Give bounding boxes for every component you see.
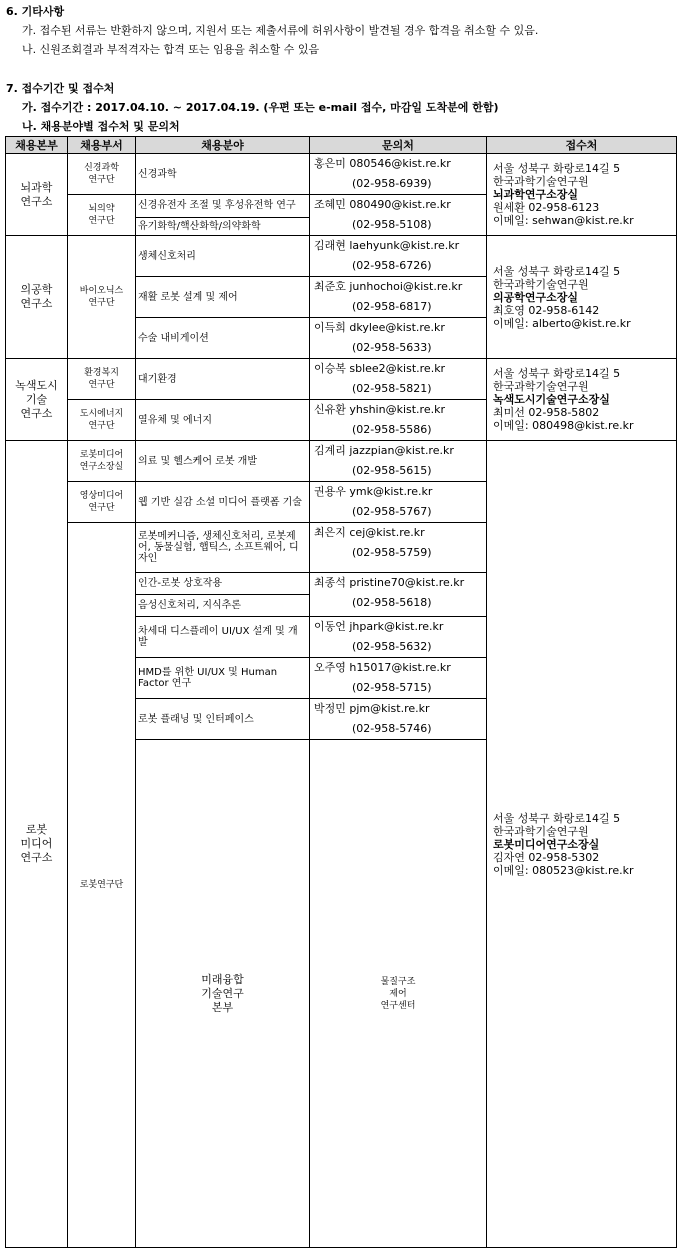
division-cell: 바이오닉스 연구단 — [68, 236, 136, 359]
contact-phone: (02-958-5632) — [352, 640, 432, 653]
receiver-org: 한국과학기술연구원 — [493, 175, 589, 188]
receiver-cell — [487, 441, 677, 1248]
receiver-person: 최호영 02-958-6142 — [493, 303, 600, 317]
receiver-org: 한국과학기술연구원 — [493, 824, 589, 838]
field-cell: 웹 기반 실감 소셜 미디어 플랫폼 기술 — [136, 482, 310, 523]
contact-cell — [310, 573, 487, 617]
field-cell: 유기화학/핵산화학/의약화학 — [136, 217, 310, 235]
contact-cell — [310, 617, 487, 658]
division-cell: 물질구조 제어 연구센터 — [310, 740, 487, 1248]
contact-phone: (02-958-5633) — [352, 341, 432, 354]
contact-cell — [310, 441, 487, 482]
contact-line: 이승복 sblee2@kist.re.kr — [314, 362, 446, 375]
table-row — [6, 441, 677, 482]
field-cell: 생체신호처리 — [136, 236, 310, 277]
division-cell: 환경복지 연구단 — [68, 359, 136, 400]
field-cell: 재활 로봇 설계 및 제어 — [136, 277, 310, 318]
contact-cell — [310, 154, 487, 195]
receiver-address: 서울 성북구 화랑로14길 5 — [493, 367, 621, 380]
division-cell: 신경과학 연구단 — [68, 154, 136, 195]
field-cell: 로봇 플래닝 및 인터페이스 — [136, 699, 310, 740]
contact-line: 오주영 h15017@kist.re.kr — [314, 661, 451, 674]
contact-line: 이동언 jhpark@kist.re.kr — [314, 620, 444, 633]
contact-line: 이득희 dkylee@kist.re.kr — [314, 321, 445, 334]
header-division: 채용부서 — [68, 137, 136, 154]
contact-line: 최준호 junhochoi@kist.re.kr — [314, 280, 463, 293]
field-cell: 차세대 디스플레이 UI/UX 설계 및 개발 — [136, 617, 310, 658]
division-cell: 도시에너지 연구단 — [68, 400, 136, 441]
receiver-address: 서울 성북구 화랑로14길 5 — [493, 264, 621, 278]
contact-phone: (02-958-5759) — [352, 546, 432, 559]
field-cell: 로봇메커니즘, 생체신호처리, 로봇제어, 동물실험, 햅틱스, 소프트웨어, 디자인 — [136, 523, 310, 573]
receiver-person: 김자연 02-958-5302 — [493, 850, 600, 864]
contact-phone: (02-958-5715) — [352, 681, 432, 694]
contact-phone: (02-958-5746) — [352, 722, 432, 735]
receiver-email: 이메일: 080498@kist.re.kr — [493, 419, 634, 432]
contact-cell — [310, 699, 487, 740]
field-cell: 음성신호처리, 지식추론 — [136, 595, 310, 617]
contact-phone: (02-958-6939) — [352, 177, 432, 190]
receiver-person: 원세환 02-958-6123 — [493, 201, 600, 214]
contact-phone: (02-958-5615) — [352, 464, 432, 477]
contact-cell — [310, 400, 487, 441]
contact-line: 신유환 yhshin@kist.re.kr — [314, 403, 445, 416]
contact-phone: (02-958-5108) — [352, 218, 432, 231]
field-cell: 신경과학 — [136, 154, 310, 195]
field-cell: 신경유전자 조절 및 후성유전학 연구 — [136, 195, 310, 218]
hq-cell: 의공학 연구소 — [6, 236, 68, 359]
receiver-cell — [487, 154, 677, 236]
table-row — [6, 236, 677, 277]
receiver-email: 이메일: sehwan@kist.re.kr — [493, 214, 634, 227]
receiver-address: 서울 성북구 화랑로14길 5 — [493, 811, 621, 825]
table-row — [6, 359, 677, 400]
contact-cell — [310, 318, 487, 359]
contact-cell — [310, 482, 487, 523]
contact-phone: (02-958-6726) — [352, 259, 432, 272]
contact-cell — [310, 658, 487, 699]
header-field: 채용분야 — [136, 137, 310, 154]
contact-phone: (02-958-5821) — [352, 382, 432, 395]
field-cell: 수술 내비게이션 — [136, 318, 310, 359]
field-cell: 의료 및 헬스케어 로봇 개발 — [136, 441, 310, 482]
header-receiver: 접수처 — [487, 137, 677, 154]
contact-cell — [310, 277, 487, 318]
contact-phone: (02-958-5767) — [352, 505, 432, 518]
hq-cell: 미래융합 기술연구 본부 — [136, 740, 310, 1248]
receiver-office: 녹색도시기술연구소장실 — [493, 393, 610, 406]
section-6-item-a: 가. 접수된 서류는 반환하지 않으며, 지원서 또는 제출서류에 허위사항이 발견될 경우 합격을 취소할 수 있음. — [22, 24, 539, 37]
receiver-person: 최미선 02-958-5802 — [493, 406, 600, 419]
receiver-cell — [487, 236, 677, 359]
receiver-email: 이메일: 080523@kist.re.kr — [493, 863, 634, 877]
field-cell: 열유체 및 에너지 — [136, 400, 310, 441]
contact-line: 박정민 pjm@kist.re.kr — [314, 702, 430, 715]
contact-line: 최종석 pristine70@kist.re.kr — [314, 576, 465, 589]
receiver-office: 의공학연구소장실 — [493, 290, 579, 304]
section-7-item-a: 가. 접수기간 : 2017.04.10. ~ 2017.04.19. (우편 또는 e-mail 접수, 마감일 도착분에 한함) — [22, 101, 499, 114]
section-7-item-b: 나. 채용분야별 접수처 및 문의처 — [22, 120, 180, 133]
division-cell: 로봇연구단 — [68, 523, 136, 1248]
receiver-org: 한국과학기술연구원 — [493, 277, 589, 291]
field-cell: HMD를 위한 UI/UX 및 Human Factor 연구 — [136, 658, 310, 699]
contact-line: 권용우 ymk@kist.re.kr — [314, 485, 433, 498]
receiver-cell — [487, 359, 677, 441]
contact-cell — [310, 359, 487, 400]
contact-phone: (02-958-5586) — [352, 423, 432, 436]
receiver-office: 뇌과학연구소장실 — [493, 188, 579, 201]
hq-cell: 녹색도시 기술 연구소 — [6, 359, 68, 441]
contact-cell — [310, 195, 487, 236]
table-row — [6, 154, 677, 195]
contact-line: 최은지 cej@kist.re.kr — [314, 526, 425, 539]
table-header-row — [6, 137, 677, 154]
receiver-email: 이메일: alberto@kist.re.kr — [493, 316, 631, 330]
field-cell: 대기환경 — [136, 359, 310, 400]
receiver-office: 로봇미디어연구소장실 — [493, 837, 600, 851]
hq-cell: 뇌과학 연구소 — [6, 154, 68, 236]
section-7-title: 7. 접수기간 및 접수처 — [6, 82, 115, 95]
field-cell: 인간-로봇 상호작용 — [136, 573, 310, 595]
receiver-org: 한국과학기술연구원 — [493, 380, 589, 393]
header-contact: 문의처 — [310, 137, 487, 154]
division-cell: 영상미디어 연구단 — [68, 482, 136, 523]
contact-cell — [310, 523, 487, 573]
recruitment-table — [5, 136, 677, 1248]
contact-line: 홍은미 080546@kist.re.kr — [314, 157, 451, 170]
header-hq: 채용본부 — [6, 137, 68, 154]
contact-phone: (02-958-5618) — [352, 596, 432, 609]
contact-cell — [310, 236, 487, 277]
contact-line: 김계리 jazzpian@kist.re.kr — [314, 444, 454, 457]
contact-line: 김래현 laehyunk@kist.re.kr — [314, 239, 460, 252]
section-6-title: 6. 기타사항 — [6, 5, 65, 18]
receiver-address: 서울 성북구 화랑로14길 5 — [493, 162, 621, 175]
section-6-item-b: 나. 신원조회결과 부적격자는 합격 또는 임용을 취소할 수 있음 — [22, 43, 320, 56]
division-cell: 로봇미디어 연구소장실 — [68, 441, 136, 482]
hq-cell: 로봇 미디어 연구소 — [6, 441, 68, 1248]
contact-phone: (02-958-6817) — [352, 300, 432, 313]
contact-line: 조혜민 080490@kist.re.kr — [314, 198, 451, 211]
division-cell: 뇌의약 연구단 — [68, 195, 136, 236]
